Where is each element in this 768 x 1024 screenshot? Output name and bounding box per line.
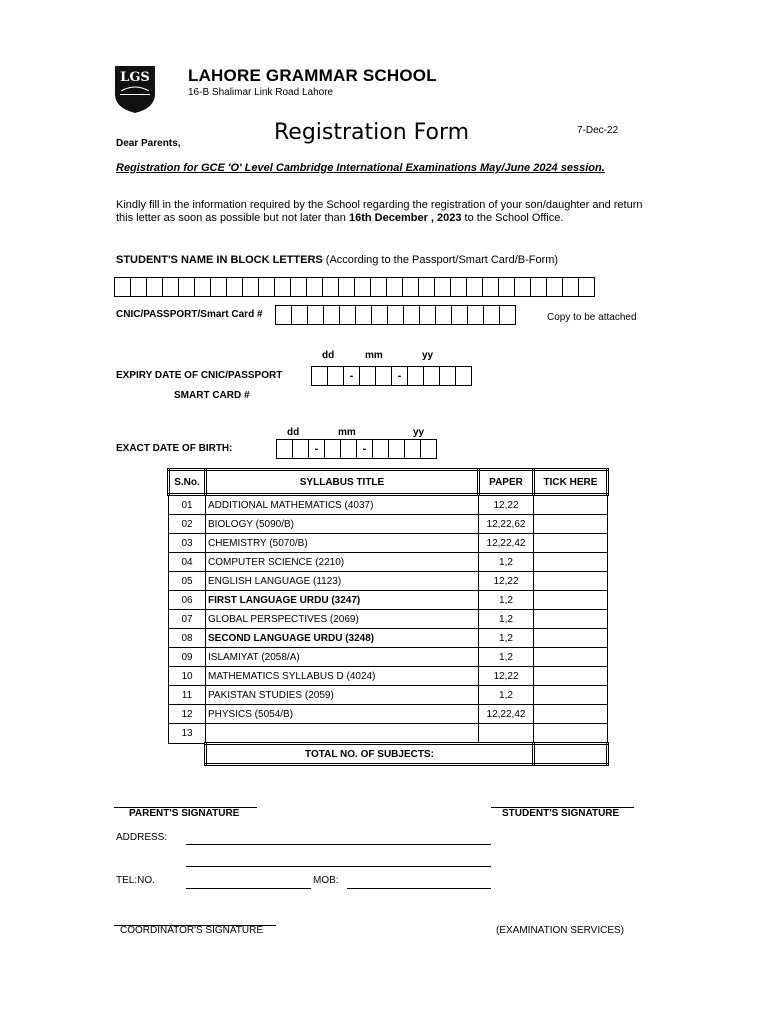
expiry-yy-label: yy (422, 350, 434, 361)
date-separator: - (391, 366, 408, 386)
total-row (169, 744, 608, 765)
table-row (169, 686, 608, 705)
syllabus-title-cell: CHEMISTRY (5070/B) (206, 534, 479, 553)
col-header-syllabus: SYLLABUS TITLE (206, 470, 479, 495)
syllabus-title-cell: ENGLISH LANGUAGE (1123) (206, 572, 479, 591)
student-signature-label: STUDENT'S SIGNATURE (502, 808, 620, 819)
table-row (169, 705, 608, 724)
letter-box[interactable] (339, 305, 356, 325)
sno-cell: 01 (169, 495, 206, 515)
letter-box[interactable] (258, 277, 275, 297)
letter-box[interactable] (402, 277, 419, 297)
form-subtitle: Registration for GCE 'O' Level Cambridge International Examinations May/June 2024 session. (116, 162, 605, 174)
tick-cell[interactable] (534, 572, 608, 591)
syllabus-title-cell: PAKISTAN STUDIES (2059) (206, 686, 479, 705)
date-box[interactable] (439, 366, 456, 386)
date-box[interactable] (372, 439, 389, 459)
tick-cell[interactable] (534, 515, 608, 534)
letter-box[interactable] (418, 277, 435, 297)
table-row (169, 515, 608, 534)
letter-box[interactable] (226, 277, 243, 297)
total-spacer (169, 744, 206, 765)
cnic-label: CNIC/PASSPORT/Smart Card # (116, 309, 263, 320)
sno-cell: 09 (169, 648, 206, 667)
tick-cell[interactable] (534, 553, 608, 572)
tick-cell[interactable] (534, 591, 608, 610)
letter-box[interactable] (499, 305, 516, 325)
paper-cell: 1,2 (479, 686, 534, 705)
intro-paragraph (116, 199, 646, 225)
paper-cell (479, 724, 534, 744)
expiry-label-2: SMART CARD # (174, 390, 250, 401)
subjects-table (167, 468, 609, 766)
table-row (169, 534, 608, 553)
letter-box[interactable] (306, 277, 323, 297)
tick-cell[interactable] (534, 495, 608, 515)
letter-box[interactable] (291, 305, 308, 325)
date-box[interactable] (327, 366, 344, 386)
letter-box[interactable] (162, 277, 179, 297)
sno-cell: 03 (169, 534, 206, 553)
expiry-mm-label: mm (365, 350, 383, 361)
sno-cell: 04 (169, 553, 206, 572)
sno-cell: 13 (169, 724, 206, 744)
letter-box[interactable] (498, 277, 515, 297)
syllabus-title-cell: ISLAMIYAT (2058/A) (206, 648, 479, 667)
syllabus-title-cell: COMPUTER SCIENCE (2210) (206, 553, 479, 572)
salutation: Dear Parents, (116, 138, 181, 149)
letter-box[interactable] (194, 277, 211, 297)
intro-text-1: Kindly fill in the information required by the School regarding the registration of your son/daughter and return this letter as soon as possible but not later than (116, 199, 643, 224)
address-label: ADDRESS: (116, 832, 168, 843)
tick-cell[interactable] (534, 610, 608, 629)
letter-box[interactable] (435, 305, 452, 325)
letter-box[interactable] (466, 277, 483, 297)
coordinator-signature-label: COORDINATOR'S SIGNATURE (120, 925, 264, 936)
sno-cell: 06 (169, 591, 206, 610)
sno-cell: 07 (169, 610, 206, 629)
letter-box[interactable] (354, 277, 371, 297)
letter-box[interactable] (514, 277, 531, 297)
total-input[interactable] (534, 744, 608, 765)
letter-box[interactable] (370, 277, 387, 297)
paper-cell: 1,2 (479, 610, 534, 629)
letter-box[interactable] (434, 277, 451, 297)
date-box[interactable] (420, 439, 437, 459)
date-box[interactable] (340, 439, 357, 459)
tel-line[interactable] (186, 888, 311, 889)
tick-cell[interactable] (534, 534, 608, 553)
table-row (169, 667, 608, 686)
student-name-boxes[interactable] (114, 277, 594, 297)
letter-box[interactable] (403, 305, 420, 325)
date-box[interactable] (375, 366, 392, 386)
letter-box[interactable] (530, 277, 547, 297)
sno-cell: 02 (169, 515, 206, 534)
sno-cell: 08 (169, 629, 206, 648)
letter-box[interactable] (178, 277, 195, 297)
student-name-label (116, 254, 558, 266)
syllabus-title-cell: SECOND LANGUAGE URDU (3248) (206, 629, 479, 648)
letter-box[interactable] (290, 277, 307, 297)
school-logo (113, 64, 157, 114)
syllabus-title-cell (206, 724, 479, 744)
date-box[interactable] (276, 439, 293, 459)
table-header-row (169, 470, 608, 495)
letter-box[interactable] (546, 277, 563, 297)
address-line-2[interactable] (186, 866, 491, 867)
svg-text:LGS: LGS (120, 70, 150, 85)
tick-cell[interactable] (534, 667, 608, 686)
dob-label: EXACT DATE OF BIRTH: (116, 443, 233, 454)
date-separator: - (356, 439, 373, 459)
syllabus-title-cell: ADDITIONAL MATHEMATICS (4037) (206, 495, 479, 515)
table-row (169, 553, 608, 572)
letter-box[interactable] (323, 305, 340, 325)
table-row (169, 610, 608, 629)
syllabus-title-cell: BIOLOGY (5090/B) (206, 515, 479, 534)
table-row (169, 724, 608, 744)
exam-services-label: (EXAMINATION SERVICES) (496, 925, 624, 936)
letter-box[interactable] (130, 277, 147, 297)
expiry-date-boxes[interactable] (311, 366, 471, 386)
form-title: Registration Form (274, 120, 470, 145)
paper-cell: 1,2 (479, 648, 534, 667)
letter-box[interactable] (274, 277, 291, 297)
parent-signature-label: PARENT'S SIGNATURE (129, 808, 240, 819)
tick-cell[interactable] (534, 705, 608, 724)
cnic-boxes[interactable] (275, 305, 515, 325)
table-row (169, 629, 608, 648)
dob-boxes[interactable] (276, 439, 436, 459)
letter-box[interactable] (371, 305, 388, 325)
letter-box[interactable] (483, 305, 500, 325)
letter-box[interactable] (210, 277, 227, 297)
letter-box[interactable] (386, 277, 403, 297)
mob-line[interactable] (347, 888, 491, 889)
dob-dd-label: dd (287, 427, 300, 438)
paper-cell: 12,22,62 (479, 515, 534, 534)
dob-mm-label: mm (338, 427, 356, 438)
deadline: 16th December , 2023 (348, 212, 462, 224)
tick-cell[interactable] (534, 648, 608, 667)
paper-cell: 12,22,42 (479, 705, 534, 724)
tick-cell[interactable] (534, 724, 608, 744)
letter-box[interactable] (275, 305, 292, 325)
syllabus-title-cell: MATHEMATICS SYLLABUS D (4024) (206, 667, 479, 686)
cnic-note: Copy to be attached (547, 312, 637, 323)
table-row (169, 648, 608, 667)
mob-label: MOB: (313, 875, 339, 886)
student-name-label-bold: STUDENT'S NAME IN BLOCK LETTERS (116, 254, 323, 266)
date-box[interactable] (407, 366, 424, 386)
tick-cell[interactable] (534, 686, 608, 705)
paper-cell: 1,2 (479, 591, 534, 610)
letter-box[interactable] (451, 305, 468, 325)
expiry-dd-label: dd (322, 350, 335, 361)
letter-box[interactable] (242, 277, 259, 297)
paper-cell: 1,2 (479, 629, 534, 648)
syllabus-title-cell: PHYSICS (5054/B) (206, 705, 479, 724)
letter-box[interactable] (562, 277, 579, 297)
col-header-tick: TICK HERE (534, 470, 608, 495)
date-separator: - (308, 439, 325, 459)
syllabus-title-cell: GLOBAL PERSPECTIVES (2069) (206, 610, 479, 629)
paper-cell: 12,22 (479, 667, 534, 686)
date-box[interactable] (423, 366, 440, 386)
date-box[interactable] (359, 366, 376, 386)
date-box[interactable] (455, 366, 472, 386)
table-row (169, 572, 608, 591)
paper-cell: 12,22 (479, 572, 534, 591)
letter-box[interactable] (467, 305, 484, 325)
dob-yy-label: yy (413, 427, 425, 438)
date-box[interactable] (324, 439, 341, 459)
syllabus-title-cell: FIRST LANGUAGE URDU (3247) (206, 591, 479, 610)
total-label: TOTAL NO. OF SUBJECTS: (206, 744, 534, 765)
sno-cell: 11 (169, 686, 206, 705)
date-separator: - (343, 366, 360, 386)
date-box[interactable] (388, 439, 405, 459)
paper-cell: 12,22,42 (479, 534, 534, 553)
date-box[interactable] (311, 366, 328, 386)
student-name-note: (According to the Passport/Smart Card/B-Form) (322, 254, 559, 266)
letter-box[interactable] (338, 277, 355, 297)
letter-box[interactable] (114, 277, 131, 297)
paper-cell: 1,2 (479, 553, 534, 572)
letter-box[interactable] (450, 277, 467, 297)
letter-box[interactable] (387, 305, 404, 325)
sno-cell: 10 (169, 667, 206, 686)
form-date: 7-Dec-22 (577, 125, 619, 136)
address-line-1[interactable] (186, 844, 491, 845)
school-name: LAHORE GRAMMAR SCHOOL (188, 66, 437, 85)
sno-cell: 05 (169, 572, 206, 591)
letter-box[interactable] (355, 305, 372, 325)
date-box[interactable] (292, 439, 309, 459)
school-address: 16-B Shalimar Link Road Lahore (188, 87, 334, 98)
sno-cell: 12 (169, 705, 206, 724)
letter-box[interactable] (578, 277, 595, 297)
col-header-sno: S.No. (169, 470, 206, 495)
letter-box[interactable] (322, 277, 339, 297)
tick-cell[interactable] (534, 629, 608, 648)
tel-label: TEL:NO. (116, 875, 155, 886)
letter-box[interactable] (307, 305, 324, 325)
table-row (169, 591, 608, 610)
letter-box[interactable] (146, 277, 163, 297)
table-row (169, 495, 608, 515)
col-header-paper: PAPER (479, 470, 534, 495)
paper-cell: 12,22 (479, 495, 534, 515)
letter-box[interactable] (482, 277, 499, 297)
intro-text-2: to the School Office. (461, 212, 564, 224)
letter-box[interactable] (419, 305, 436, 325)
expiry-label: EXPIRY DATE OF CNIC/PASSPORT (116, 370, 283, 381)
date-box[interactable] (404, 439, 421, 459)
